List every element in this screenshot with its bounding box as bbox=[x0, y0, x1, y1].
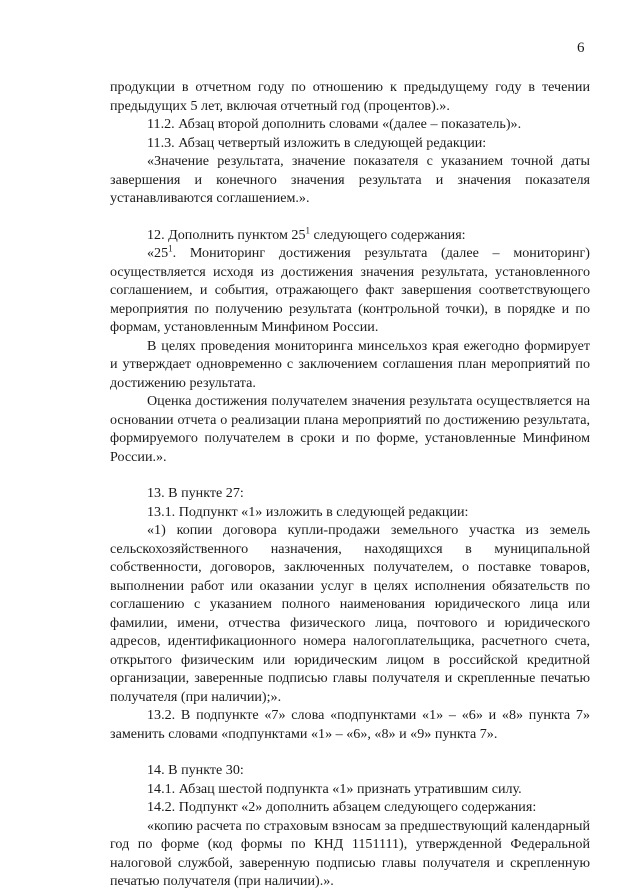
paragraph: 14. В пункте 30: bbox=[147, 762, 244, 778]
paragraph: 14.2. Подпункт «2» дополнить абзацем следующего содержания: bbox=[147, 799, 537, 815]
paragraph: «Значение результата, значение показателя с указанием точной даты завершения и конечного значения результата и значения показателя устанавливаются соглашением.». bbox=[110, 153, 590, 206]
text-segment: . Мониторинг достижения результата (далее – мониторинг) осуществляется исходя из достижения значения результата, установленного соглашением, и события, отражающего факт завершения соответствующего мероприятия по получению результата (контрольной точки), в порядке и по формам, установленным Минфином России. bbox=[110, 245, 590, 335]
paragraph: 13.1. Подпункт «1» изложить в следующей редакции: bbox=[147, 503, 469, 520]
text-segment: 12. Дополнить пунктом 25 bbox=[147, 226, 306, 243]
paragraph: 14.1. Абзац шестой подпункта «1» признать утратившим силу. bbox=[147, 780, 522, 797]
page-number: 6 bbox=[577, 40, 585, 56]
superscript: 1 bbox=[305, 224, 311, 235]
paragraph: В целях проведения мониторинга минсельхоз края ежегодно формирует и утверждает одновременно с заключением соглашения план мероприятий по достижению результата. bbox=[110, 337, 590, 391]
paragraph: Оценка достижения получателем значения результата осуществляется на основании отчета о реализации плана мероприятий по достижению результата, формируемого получателем в сроки и по форме, установленные Минфином России.». bbox=[110, 393, 590, 465]
text-segment: «25 bbox=[147, 245, 169, 261]
paragraph-gap bbox=[110, 208, 590, 226]
superscript: 1 bbox=[168, 243, 173, 254]
document-body bbox=[110, 78, 590, 891]
paragraph-gap bbox=[110, 466, 590, 484]
paragraph bbox=[110, 226, 590, 245]
paragraph: продукции в отчетном году по отношению к предыдущему году в течении предыдущих 5 лет, включая отчетный год (процентов).». bbox=[110, 79, 590, 114]
paragraph: 11.3. Абзац четвертый изложить в следующей редакции: bbox=[147, 134, 487, 151]
paragraph: 11.2. Абзац второй дополнить словами «(далее – показатель)». bbox=[147, 116, 522, 132]
text-segment: следующего содержания: bbox=[310, 226, 466, 243]
paragraph: «копию расчета по страховым взносам за предшествующий календарный год по форме (код формы по КНД 1151111), утвержденной Федеральной налоговой службой, заверенную подписью главы получателя и скрепленную печатью получателя (при наличии).». bbox=[110, 817, 590, 889]
paragraph: «1) копии договора купли-продажи земельного участка из земель сельскохозяйственного назначения, находящихся в муниципальной собственности, договоров, заключенных получателем, о поставке товаров, выполнении работ или оказании услуг в целях исполнения обязательств по соглашению с указанием полного наименования юридического лица или фамилии, имени, отчества физического лица, почтового и юридического адресов, идентификационного номера налогоплательщика, расчетного счета, открытого физическим или юридическим лицом в российской кредитной организации, заверенные подписью главы получателя и скрепленные печатью получателя (при наличии);». bbox=[110, 522, 590, 705]
paragraph: 13. В пункте 27: bbox=[147, 485, 244, 501]
paragraph-gap bbox=[110, 743, 590, 761]
paragraph: 13.2. В подпункте «7» слова «подпунктами «1» – «6» и «8» пункта 7» заменить словами «подпунктами «1» – «6», «8» и «9» пункта 7». bbox=[110, 707, 590, 742]
paragraph bbox=[110, 244, 590, 337]
